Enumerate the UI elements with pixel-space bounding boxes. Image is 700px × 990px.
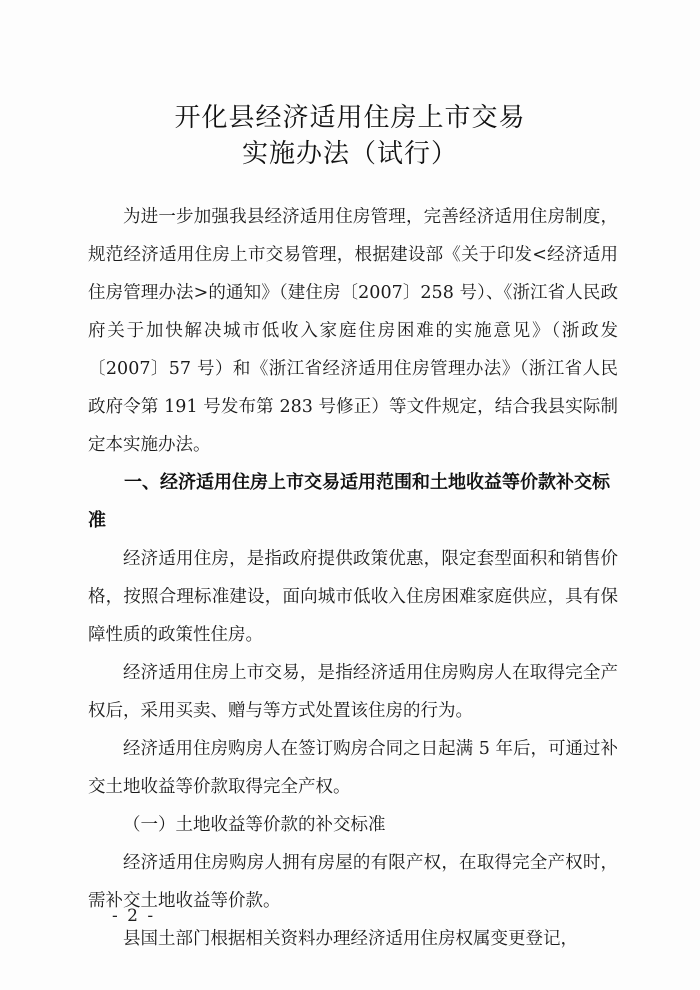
paragraph-five-years: 经济适用住房购房人在签订购房合同之日起满 5 年后，可通过补交土地收益等价款取得完全产权。 <box>88 739 618 797</box>
document-title-line2: 实施办法（试行） <box>241 139 458 169</box>
page-number: - 2 - <box>112 906 156 926</box>
paragraph-definition: 经济适用住房，是指政府提供政策优惠，限定套型面积和销售价格，按照合理标准建设，面向城市低收入住房困难家庭供应，具有保障性质的政策性住房。 <box>88 549 618 645</box>
document-body <box>88 198 618 958</box>
paragraph-land-registry: 县国土部门根据相关资料办理经济适用住房权属变更登记， <box>123 929 578 949</box>
section1-heading: 一、经济适用住房上市交易适用范围和土地收益等价款补交标准 <box>88 472 610 531</box>
intro-paragraph: 为进一步加强我县经济适用住房管理，完善经济适用住房制度，规范经济适用住房上市交易管理，根据建设部《关于印发<经济适用住房管理办法>的通知》（建住房〔2007〕258 号）、《浙江省人民政府关于加快解决城市低收入家庭住房困难的实施意见》（浙政发〔2007〕57 号）和《浙江省经济适用住房管理办法》（浙江省人民政府令第 191 号发布第 283 号修正）等文件规定，结合我县实际制定本实施办法。 <box>88 207 618 455</box>
document-title-line1: 开化县经济适用住房上市交易 <box>174 103 526 133</box>
paragraph-limited-property: 经济适用住房购房人拥有房屋的有限产权，在取得完全产权时，需补交土地收益等价款。 <box>88 853 618 911</box>
paragraph-listing-trade: 经济适用住房上市交易，是指经济适用住房购房人在取得完全产权后，采用买卖、赠与等方式处置该住房的行为。 <box>88 663 618 721</box>
subsection1-heading: （一）土地收益等价款的补交标准 <box>123 815 386 835</box>
